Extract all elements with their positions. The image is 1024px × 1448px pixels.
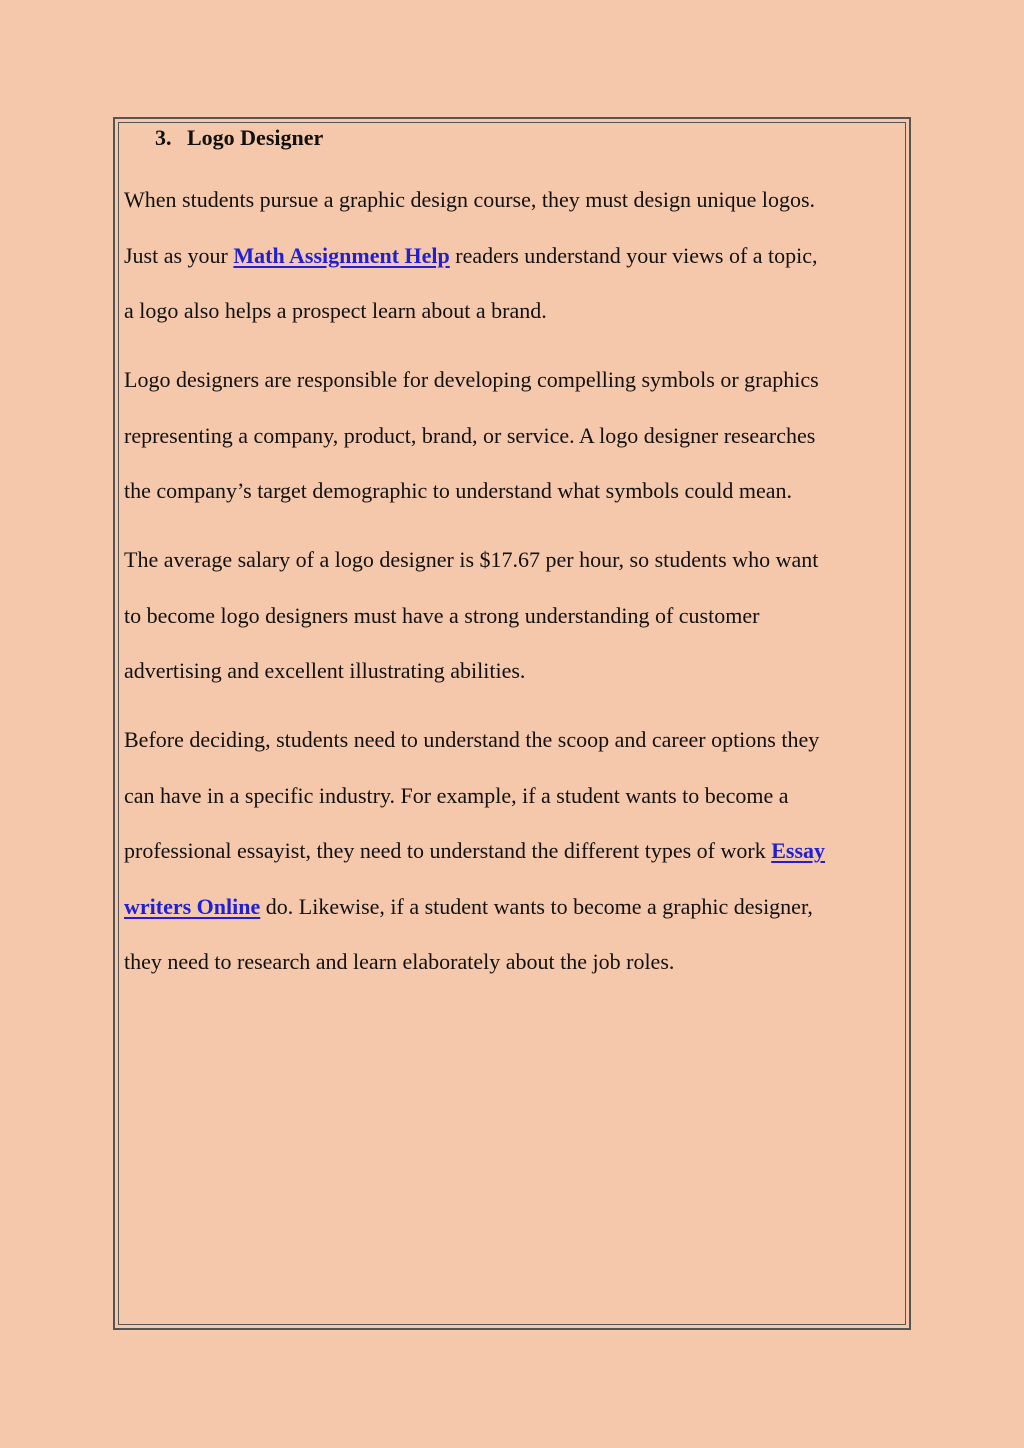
text-line: When students pursue a graphic design course, they must design unique logos. — [124, 187, 816, 212]
text-segment: Just as your — [124, 242, 234, 268]
text-segment: do. Likewise, if a student wants to become a graphic designer, — [260, 893, 813, 919]
text-line: advertising and excellent illustrating abilities. — [124, 658, 526, 683]
text-segment: readers understand your views of a topic, — [449, 242, 818, 268]
text-line: Before deciding, students need to understand the scoop and career options they — [124, 727, 820, 752]
text-line — [124, 879, 899, 935]
text-line: can have in a specific industry. For example, if a student wants to become a — [124, 782, 789, 808]
text-segment: professional essayist, they need to understand the different types of work — [124, 838, 772, 863]
paragraph-4 — [124, 712, 899, 990]
paragraph-3 — [124, 532, 899, 699]
text-line — [124, 823, 899, 879]
text-line: to become logo designers must have a strong understanding of customer — [124, 602, 760, 628]
paragraph-1 — [124, 172, 899, 339]
document-body — [124, 119, 899, 990]
text-line: Logo designers are responsible for developing compelling symbols or graphics — [124, 367, 819, 392]
text-line — [124, 228, 899, 284]
text-line: The average salary of a logo designer is $17.67 per hour, so students who want — [124, 547, 819, 572]
text-line: the company’s target demographic to understand what symbols could mean. — [124, 478, 792, 503]
text-line: representing a company, product, brand, or service. A logo designer researches — [124, 422, 816, 448]
essay-writers-online-link-continued[interactable]: writers Online — [124, 893, 261, 919]
text-line: a logo also helps a prospect learn about a brand. — [124, 298, 547, 323]
math-assignment-help-link[interactable]: Math Assignment Help — [233, 242, 450, 268]
paragraph-2 — [124, 352, 899, 519]
text-line: they need to research and learn elaborately about the job roles. — [124, 949, 675, 974]
essay-writers-online-link[interactable]: Essay — [771, 838, 826, 863]
section-number: 3. — [155, 125, 172, 150]
section-title: Logo Designer — [187, 125, 324, 150]
section-heading — [124, 119, 899, 157]
